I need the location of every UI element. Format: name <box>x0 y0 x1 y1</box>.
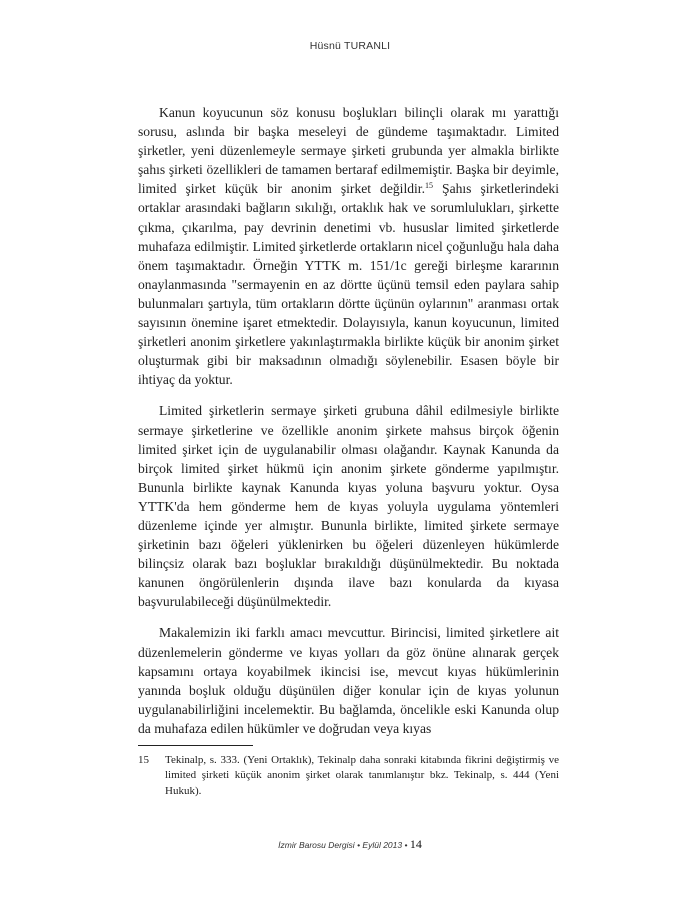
footnote-reference: 15 <box>425 181 433 191</box>
paragraph-2: Limited şirketlerin sermaye şirketi grubuna dâhil edilmesiyle birlikte sermaye şirketlerine ve özellikle anonim şirkete mahsus birçok öğenin limited şirket için de uygulanabilir olması olağandır. Kaynak Kanunda da birçok limited şirket hükmü için anonim şirkete gönderme yapılmıştır. Bununla birlikte kaynak Kanunda kıyas yoluna başvuru yoktur. Oysa YTTK'da hem gönderme hem de kıyas yoluyla uygulama yöntemleri düzenleme içinde yer almıştır. Bununla birlikte, limited şirkete sermaye şirketinin bazı öğeleri yüklenirken bu öğeleri düzenleyen hükümlerde bilinçsiz olarak bazı boşluklar bırakıldığı düşünülmektedir. Bu noktada kanunen öngörülenlerin dışında ilave bazı konularda da kıyasa başvurulabileceği düşünülmektedir. <box>138 403 559 610</box>
footnote-separator <box>138 745 253 746</box>
paragraph-1-part-a: Kanun koyucunun söz konusu boşlukları bilinçli olarak mı yarattığı sorusu, aslında bir başka meseleyi de gündeme taşımaktadır. Limited şirketler, yeni düzenlemeyle sermaye şirketi grubunda yer almakla birlikte şahıs şirketi özellikleri de tamamen bertaraf edilmemiştir. Başka bir deyimle, limited şirket küçük bir anonim şirket değildir. <box>138 105 559 197</box>
journal-name: İzmir Barosu Dergisi <box>278 840 355 850</box>
footnote-number: 15 <box>138 754 149 766</box>
paragraph-1 <box>138 103 559 389</box>
running-title: Hüsnü TURANLI <box>309 40 391 52</box>
footer-separator: • <box>354 840 363 850</box>
footnote-text: Tekinalp, s. 333. (Yeni Ortaklık), Tekinalp daha sonraki kitabında fikrini değiştirmiş ve limited şirketi küçük anonim şirket olarak tanımlanıştır bkz. Tekinalp, s. 444 (Yeni Hukuk). <box>165 754 559 797</box>
page-number: 14 <box>409 837 422 851</box>
footer-separator-2: • <box>402 840 410 850</box>
footnote-15 <box>138 753 559 799</box>
issue-date: Eylül 2013 <box>362 840 403 850</box>
paragraph-3: Makalemizin iki farklı amacı mevcuttur. Birincisi, limited şirketlere ait düzenlemelerin gönderme ve kıyas yolları da göz önüne alınarak gerçek kapsamını ortaya koyabilmek ikincisi ise, mevcut kıyas hükümlerinin yanında boşluk olduğu düşünülen diğer konular için de kıyas yolunun uygulanabilirliğini incelemektir. Bu bağlamda, öncelikle eski Kanunda olup da muhafaza edilen hükümler ve doğrudan veya kıyas <box>138 625 559 736</box>
page-footer <box>0 837 700 852</box>
main-text <box>138 103 559 750</box>
paragraph-1-part-b: Şahıs şirketlerindeki ortaklar arasındaki bağların sıkılığı, ortaklık hak ve sorumlulukları, şirkette çıkma, çıkarılma, pay devrinin denetimi vb. hususlar limited şirketlerde muhafaza edilmiştir. Limited şirketlerde ortakların nicel çoğunluğu hala daha önem taşımaktadır. Örneğin YTTK m. 151/1c gereği birleşme kararının onaylanmasında "sermayenin en az dörtte üçünü temsil eden paylara sahip bulunmaları şartıyla, tüm ortakların dörtte üçünün oylarının" aranması ortak sayısının önemine işaret etmektedir. Dolayısıyla, kanun koyucunun, limited şirketleri anonim şirketlere yakınlaştırmakla birlikte küçük bir anonim şirket oluşturmak gibi bir maksadının olmadığı söylenebilir. Esasen böyle bir ihtiyaç da yoktur. <box>138 181 559 388</box>
running-header <box>0 40 700 52</box>
